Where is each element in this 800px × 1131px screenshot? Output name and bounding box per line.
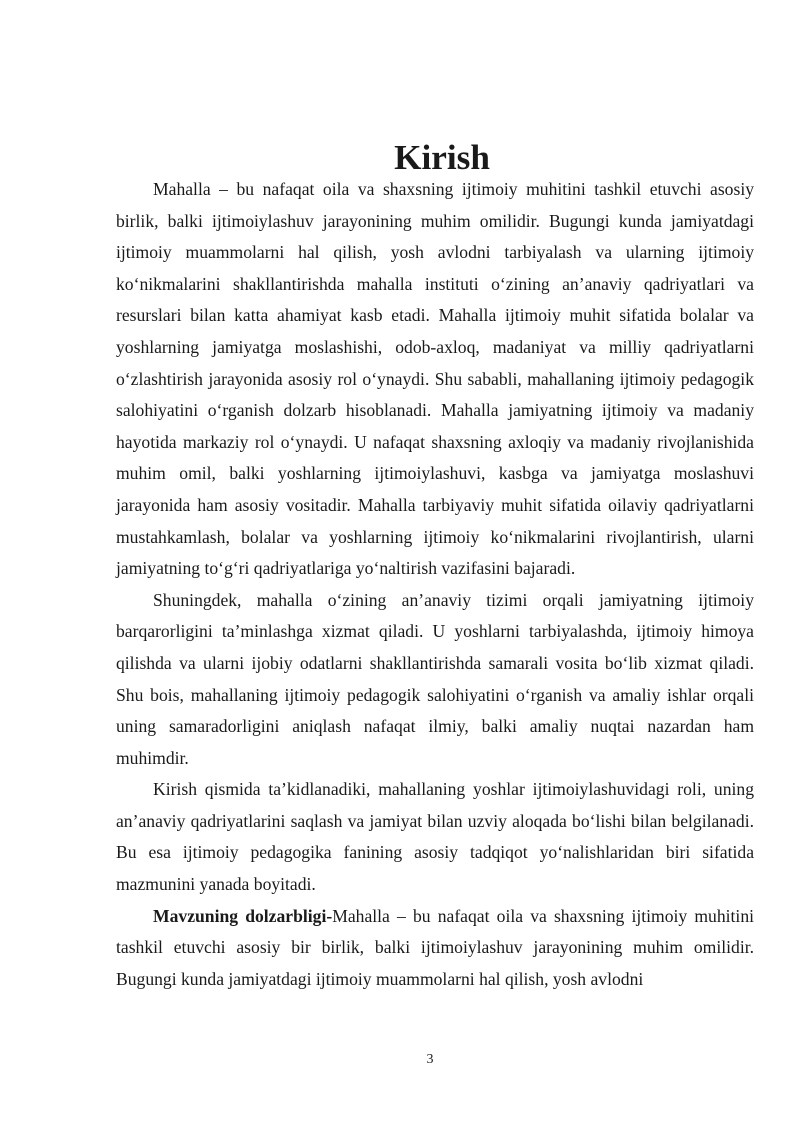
relevance-text: Mahalla – bu nafaqat oila va shaxsning ijtimoiy muhitini tashkil etuvchi asosiy bir birlik, balki ijtimoiylashuv jarayonining muhim omilidir. Bugungi kunda jamiyatdagi ijtimoiy muammolarni hal qilish, yosh avlodni <box>116 905 754 989</box>
relevance-label: Mavzuning dolzarbligi- <box>153 905 333 926</box>
paragraph-intro: Mahalla – bu nafaqat oila va shaxsning ijtimoiy muhitini tashkil etuvchi asosiy birlik, balki ijtimoiylashuv jarayonining muhim omilidir. Bugungi kunda jamiyatdagi ijtimoiy muammolarni hal qilish, yosh avlodni tarbiyalash va ularning ijtimoiy ko‘nikmalarini shakllantirishda mahalla instituti o‘zining an’anaviy qadriyatlari va resurslari bilan katta ahamiyat kasb etadi. Mahalla ijtimoiy muhit sifatida bolalar va yoshlarning jamiyatga moslashishi, odob-axloq, madaniyat va milliy qadriyatlarni o‘zlashtirish jarayonida asosiy rol o‘ynaydi. Shu sababli, mahallaning ijtimoiy pedagogik salohiyatini o‘rganish dolzarb hisoblanadi. Mahalla jamiyatning ijtimoiy va madaniy hayotida markaziy rol o‘ynaydi. U nafaqat shaxsning axloqiy va madaniy rivojlanishida muhim omil, balki yoshlarning ijtimoiylashuvi, kasbga va jamiyatga moslashuvi jarayonida ham asosiy vositadir. Mahalla tarbiyaviy muhit sifatida oilaviy qadriyatlarni mustahkamlash, bolalar va yoshlarning ijtimoiy ko‘nikmalarini rivojlantirish, ularni jamiyatning to‘g‘ri qadriyatlariga yo‘naltirish vazifasini bajaradi. <box>116 179 754 579</box>
paragraph-emphasis: Kirish qismida ta’kidlanadiki, mahallaning yoshlar ijtimoiylashuvidagi roli, uning an’anaviy qadriyatlarini saqlash va jamiyat bilan uzviy aloqada bo‘lishi bilan belgilanadi. Bu esa ijtimoiy pedagogika fanining asosiy tadqiqot yo‘nalishlaridan biri sifatida mazmunini yanada boyitadi. <box>116 779 754 895</box>
section-title: Kirish <box>394 138 490 177</box>
paragraph-relevance <box>116 901 754 996</box>
document-body <box>116 138 754 995</box>
page-number: 3 <box>426 1052 434 1067</box>
paragraph-stability: Shuningdek, mahalla o‘zining an’anaviy tizimi orqali jamiyatning ijtimoiy barqarorligini ta’minlashga xizmat qiladi. U yoshlarni tarbiyalashda, ijtimoiy himoya qilishda va ularni ijobiy odatlarni shakllantirishda samarali vosita bo‘lib xizmat qiladi. Shu bois, mahallaning ijtimoiy pedagogik salohiyatini o‘rganish va amaliy ishlar orqali uning samaradorligini aniqlash nafaqat ilmiy, balki amaliy nuqtai nazardan ham muhimdir. <box>116 589 754 768</box>
